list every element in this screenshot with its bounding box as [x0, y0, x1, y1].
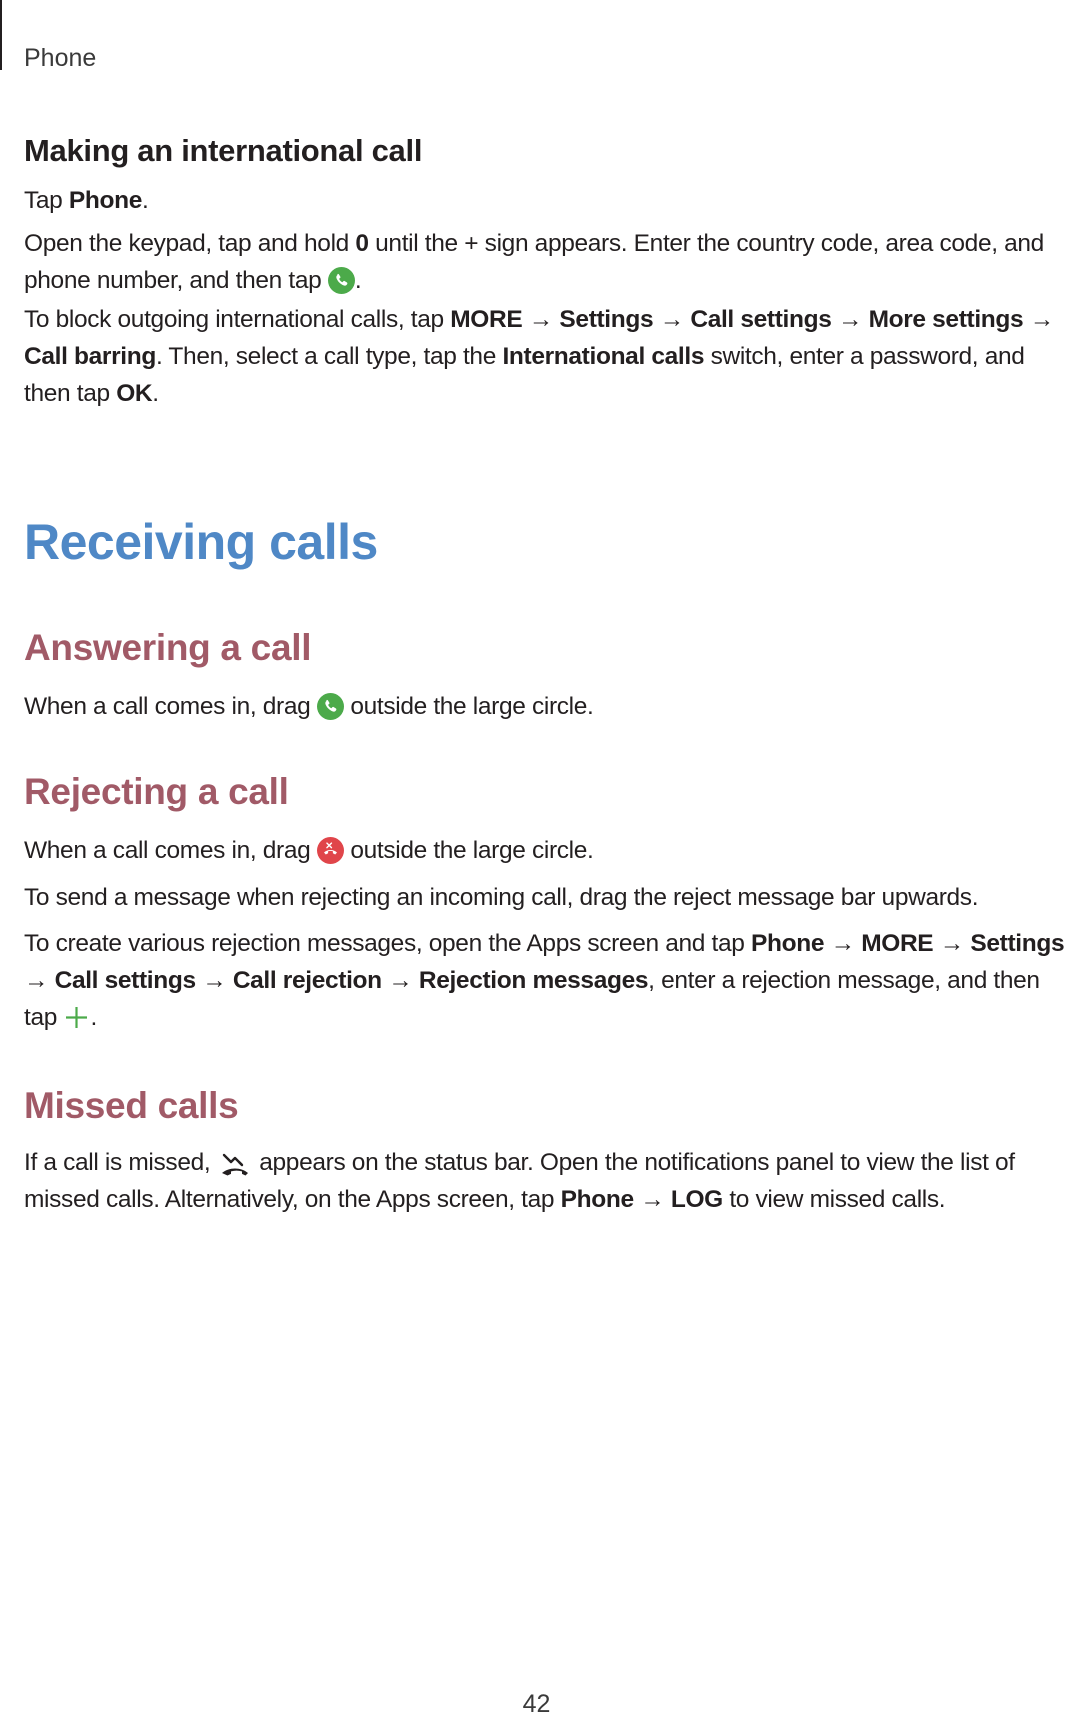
paragraph-missed-calls: If a call is missed, appears on the status bar. Open the notifications panel to view the list of missed calls. Alternatively, on the Apps screen, tap Phone → LOG to view missed calls.: [24, 1149, 1015, 1213]
paragraph-reject-message-bar: To send a message when rejecting an incoming call, drag the reject message bar upwards.: [24, 884, 979, 911]
paragraph-rejection-messages: To create various rejection messages, open the Apps screen and tap Phone → MORE → Settings → Call settings → Call rejection → Rejection messages, enter a rejection message, and then tap .: [24, 930, 1065, 1031]
paragraph-reject-drag: When a call comes in, drag outside the large circle.: [24, 837, 594, 864]
paragraph-open-keypad: Open the keypad, tap and hold 0 until the + sign appears. Enter the country code, area code, and phone number, and then tap .: [24, 230, 1044, 294]
plus-icon: [63, 1004, 90, 1031]
heading-making-international-call: Making an international call: [24, 133, 423, 168]
paragraph-block-international: To block outgoing international calls, tap MORE → Settings → Call settings → More settings → Call barring. Then, select a call type, tap the International calls switch, enter a password, and then tap OK.: [24, 306, 1054, 407]
heading-answering-call: Answering a call: [24, 627, 312, 668]
running-head: Phone: [24, 44, 97, 72]
phone-call-icon: [317, 693, 344, 720]
page-number: 42: [522, 1690, 551, 1718]
paragraph-answer-drag: When a call comes in, drag outside the large circle.: [24, 693, 594, 720]
heading-receiving-calls: Receiving calls: [24, 514, 378, 570]
paragraph-tap-phone: Tap Phone.: [24, 187, 149, 214]
margin-rule: [0, 0, 2, 70]
heading-rejecting-call: Rejecting a call: [24, 771, 289, 812]
heading-missed-calls: Missed calls: [24, 1085, 239, 1126]
phone-call-icon: [328, 267, 355, 294]
reject-call-icon: [317, 837, 344, 864]
missed-call-icon: [217, 1149, 253, 1176]
